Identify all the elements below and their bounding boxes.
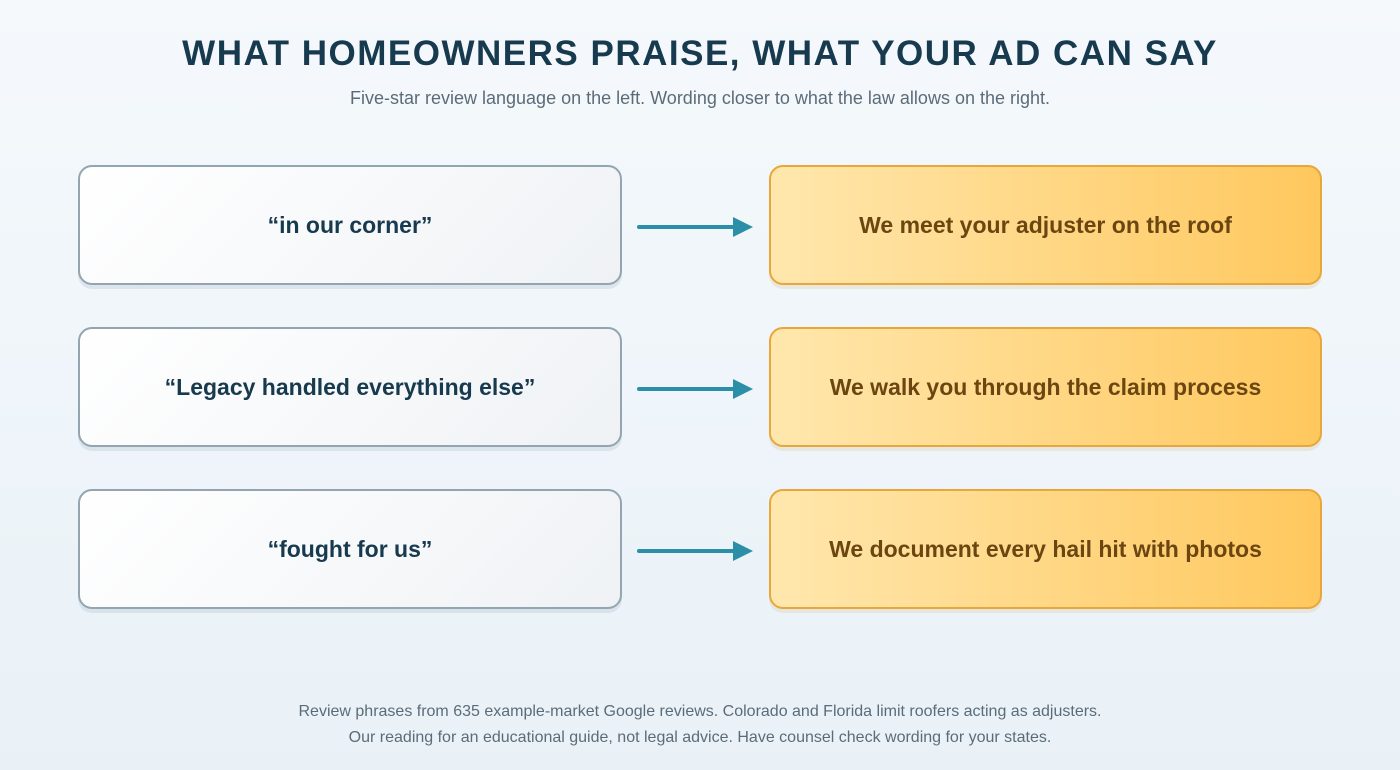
review-phrase-text: “fought for us” (267, 535, 433, 562)
review-phrase-text: “Legacy handled everything else” (164, 373, 536, 400)
page-title: WHAT HOMEOWNERS PRAISE, WHAT YOUR AD CAN SAY (182, 34, 1218, 73)
footnote-source: Review phrases from 635 example-market Google reviews. Colorado and Florida limit roofers acting as adjusters. (298, 703, 1102, 720)
right-arrow-icon (637, 539, 755, 563)
review-phrase-box (78, 327, 622, 447)
review-phrase-box (78, 489, 622, 609)
review-phrase-text: “in our corner” (267, 211, 433, 238)
ad-wording-text: We walk you through the claim process (829, 373, 1262, 400)
comparison-row (78, 327, 1322, 451)
ad-wording-box (769, 165, 1322, 285)
ad-wording-text: We document every hail hit with photos (829, 535, 1262, 562)
ad-wording-text: We meet your adjuster on the roof (859, 211, 1232, 238)
right-arrow-icon (637, 377, 755, 401)
comparison-row (78, 165, 1322, 289)
comparison-row (78, 489, 1322, 613)
review-phrase-box (78, 165, 622, 285)
right-arrow-icon (637, 215, 755, 239)
page-subtitle: Five-star review language on the left. Wording closer to what the law allows on the right. (349, 88, 1051, 108)
ad-wording-box (769, 489, 1322, 609)
ad-wording-box (769, 327, 1322, 447)
footnote-disclaimer: Our reading for an educational guide, not legal advice. Have counsel check wording for your states. (348, 729, 1052, 746)
